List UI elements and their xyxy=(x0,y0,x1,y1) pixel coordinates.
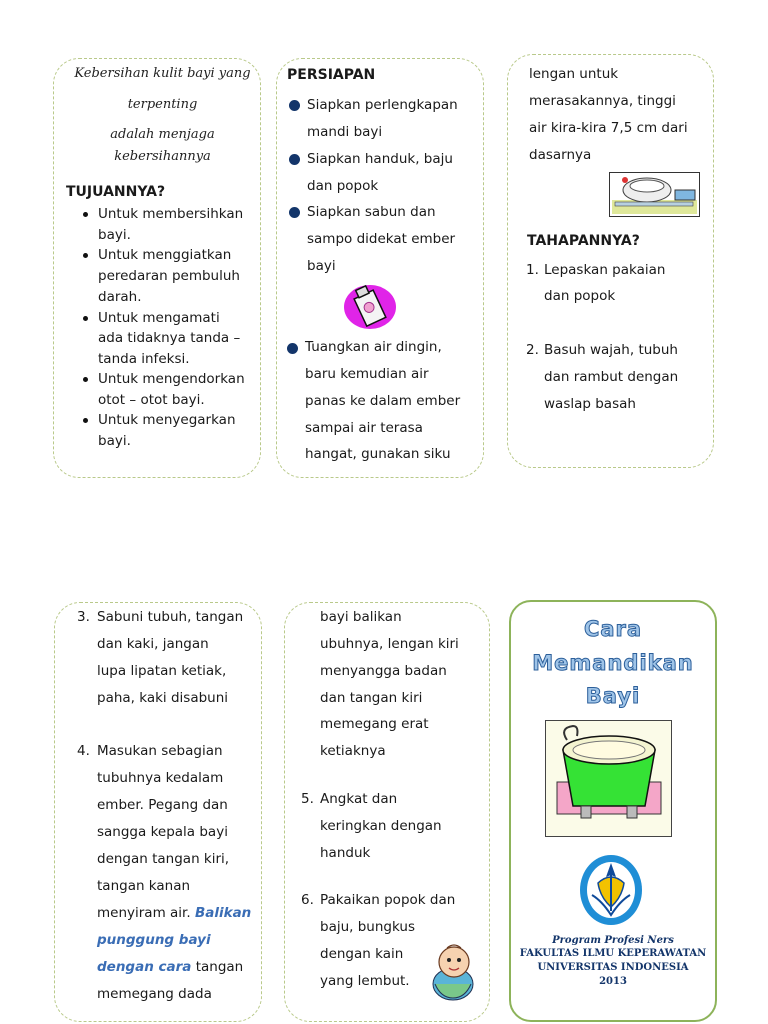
step5-b: keringkan dengan xyxy=(320,818,442,834)
tujuan-1b: bayi. xyxy=(98,227,131,243)
p5-cont-1: bayi balikan xyxy=(320,609,402,625)
tahapan-cont-3: air kira-kira 7,5 cm dari xyxy=(529,120,688,136)
intro-line-1: Kebersihan kulit bayi yang xyxy=(74,66,251,81)
intro-line-4: kebersihannya xyxy=(114,149,211,164)
tujuan-5b: bayi. xyxy=(98,433,131,449)
step4-g xyxy=(97,900,251,927)
step6-num: 6. xyxy=(301,892,314,908)
step4-d: sangga kepala bayi xyxy=(97,824,228,840)
bullet xyxy=(289,100,300,111)
step4-a: Masukan sebagian xyxy=(97,743,223,759)
bullet xyxy=(83,253,88,258)
baby-towel-icon xyxy=(427,940,477,1002)
step2-a: Basuh wajah, tubuh xyxy=(544,342,678,358)
step3-c: lupa lipatan ketiak, xyxy=(97,663,227,679)
persiapan-2b: dan popok xyxy=(307,178,379,194)
persiapan-3a: Siapkan sabun dan xyxy=(307,204,436,220)
cover-program: Program Profesi Ners xyxy=(552,935,674,946)
step2-b: dan rambut dengan xyxy=(544,369,679,385)
persiapan-4b: baru kemudian air xyxy=(305,366,429,382)
step6-a: Pakaikan popok dan xyxy=(320,892,456,908)
tujuan-3b: ada tidaknya tanda – xyxy=(98,330,241,346)
bullet xyxy=(83,377,88,382)
step2-c: waslap basah xyxy=(544,396,636,412)
tujuan-heading: TUJUANNYA? xyxy=(66,184,166,200)
persiapan-3c: bayi xyxy=(307,258,336,274)
step4-g-plain: menyiram air. xyxy=(97,905,195,921)
bullet xyxy=(287,343,298,354)
tujuan-1a: Untuk membersihkan xyxy=(98,206,244,222)
bathtub-baby-icon xyxy=(609,172,700,217)
p5-cont-2: ubuhnya, lengan kiri xyxy=(320,636,459,652)
persiapan-heading: PERSIAPAN xyxy=(287,67,376,83)
tujuan-2c: darah. xyxy=(98,289,142,305)
step1-a: Lepaskan pakaian xyxy=(544,262,666,278)
step4-j: memegang dada xyxy=(97,986,212,1002)
persiapan-4e: hangat, gunakan siku xyxy=(305,446,451,462)
tujuan-3c: tanda infeksi. xyxy=(98,351,190,367)
cover-title-2: Memandikan xyxy=(532,651,694,675)
bathtub-icon xyxy=(545,720,672,837)
step2-num: 2. xyxy=(526,342,539,358)
p5-cont-4: dan tangan kiri xyxy=(320,690,423,706)
intro-line-3: adalah menjaga xyxy=(110,127,215,142)
step3-num: 3. xyxy=(77,609,90,625)
step1-b: dan popok xyxy=(544,288,616,304)
bullet xyxy=(83,418,88,423)
persiapan-2a: Siapkan handuk, baju xyxy=(307,151,453,167)
tujuan-4a: Untuk mengendorkan xyxy=(98,371,245,387)
step3-d: paha, kaki disabuni xyxy=(97,690,229,706)
step1-num: 1. xyxy=(526,262,539,278)
cover-year: 2013 xyxy=(599,976,627,987)
persiapan-1b: mandi bayi xyxy=(307,124,383,140)
p5-cont-6: ketiaknya xyxy=(320,743,386,759)
step4-num: 4. xyxy=(77,743,90,759)
step4-g-highlight: Balikan xyxy=(194,905,252,921)
tujuan-2b: peredaran pembuluh xyxy=(98,268,240,284)
tahapan-heading: TAHAPANNYA? xyxy=(527,233,640,249)
tahapan-cont-2: merasakannya, tinggi xyxy=(529,93,676,109)
tujuan-2a: Untuk menggiatkan xyxy=(98,247,232,263)
cover-title-1: Cara xyxy=(583,617,643,641)
university-logo-icon xyxy=(578,853,644,927)
persiapan-4d: sampai air terasa xyxy=(305,420,423,436)
tujuan-3a: Untuk mengamati xyxy=(98,310,220,326)
tahapan-cont-4: dasarnya xyxy=(529,147,592,163)
step4-c: ember. Pegang dan xyxy=(97,797,228,813)
step3-a: Sabuni tubuh, tangan xyxy=(97,609,244,625)
bullet xyxy=(83,212,88,217)
cover-faculty: FAKULTAS ILMU KEPERAWATAN xyxy=(519,948,707,959)
step6-d: yang lembut. xyxy=(320,973,410,989)
step5-num: 5. xyxy=(301,791,314,807)
persiapan-4c: panas ke dalam ember xyxy=(305,393,461,409)
bullet xyxy=(289,207,300,218)
step3-b: dan kaki, jangan xyxy=(97,636,209,652)
persiapan-4a: Tuangkan air dingin, xyxy=(305,339,442,355)
step4-f: tangan kanan xyxy=(97,878,191,894)
bullet xyxy=(83,316,88,321)
cover-title-3: Bayi xyxy=(585,684,641,708)
step4-i-plain: tangan xyxy=(191,959,244,975)
shampoo-bottle-icon xyxy=(343,282,399,330)
step6-b: baju, bungkus xyxy=(320,919,415,935)
step4-h-highlight: punggung bayi xyxy=(97,932,211,948)
bullet xyxy=(289,154,300,165)
p5-cont-5: memegang erat xyxy=(320,716,429,732)
step5-a: Angkat dan xyxy=(320,791,398,807)
p5-cont-3: menyangga badan xyxy=(320,663,447,679)
persiapan-1a: Siapkan perlengkapan xyxy=(307,97,458,113)
step5-c: handuk xyxy=(320,845,371,861)
tujuan-4b: otot – otot bayi. xyxy=(98,392,205,408)
persiapan-3b: sampo didekat ember xyxy=(307,231,456,247)
step4-i-highlight: dengan cara xyxy=(97,959,192,975)
tujuan-5a: Untuk menyegarkan xyxy=(98,412,236,428)
step4-b: tubuhnya kedalam xyxy=(97,770,224,786)
cover-university: UNIVERSITAS INDONESIA xyxy=(537,962,689,973)
step4-i xyxy=(97,954,243,981)
intro-line-2: terpenting xyxy=(127,97,198,112)
tahapan-cont-1: lengan untuk xyxy=(529,66,619,82)
step6-c: dengan kain xyxy=(320,946,404,962)
step4-e: dengan tangan kiri, xyxy=(97,851,230,867)
